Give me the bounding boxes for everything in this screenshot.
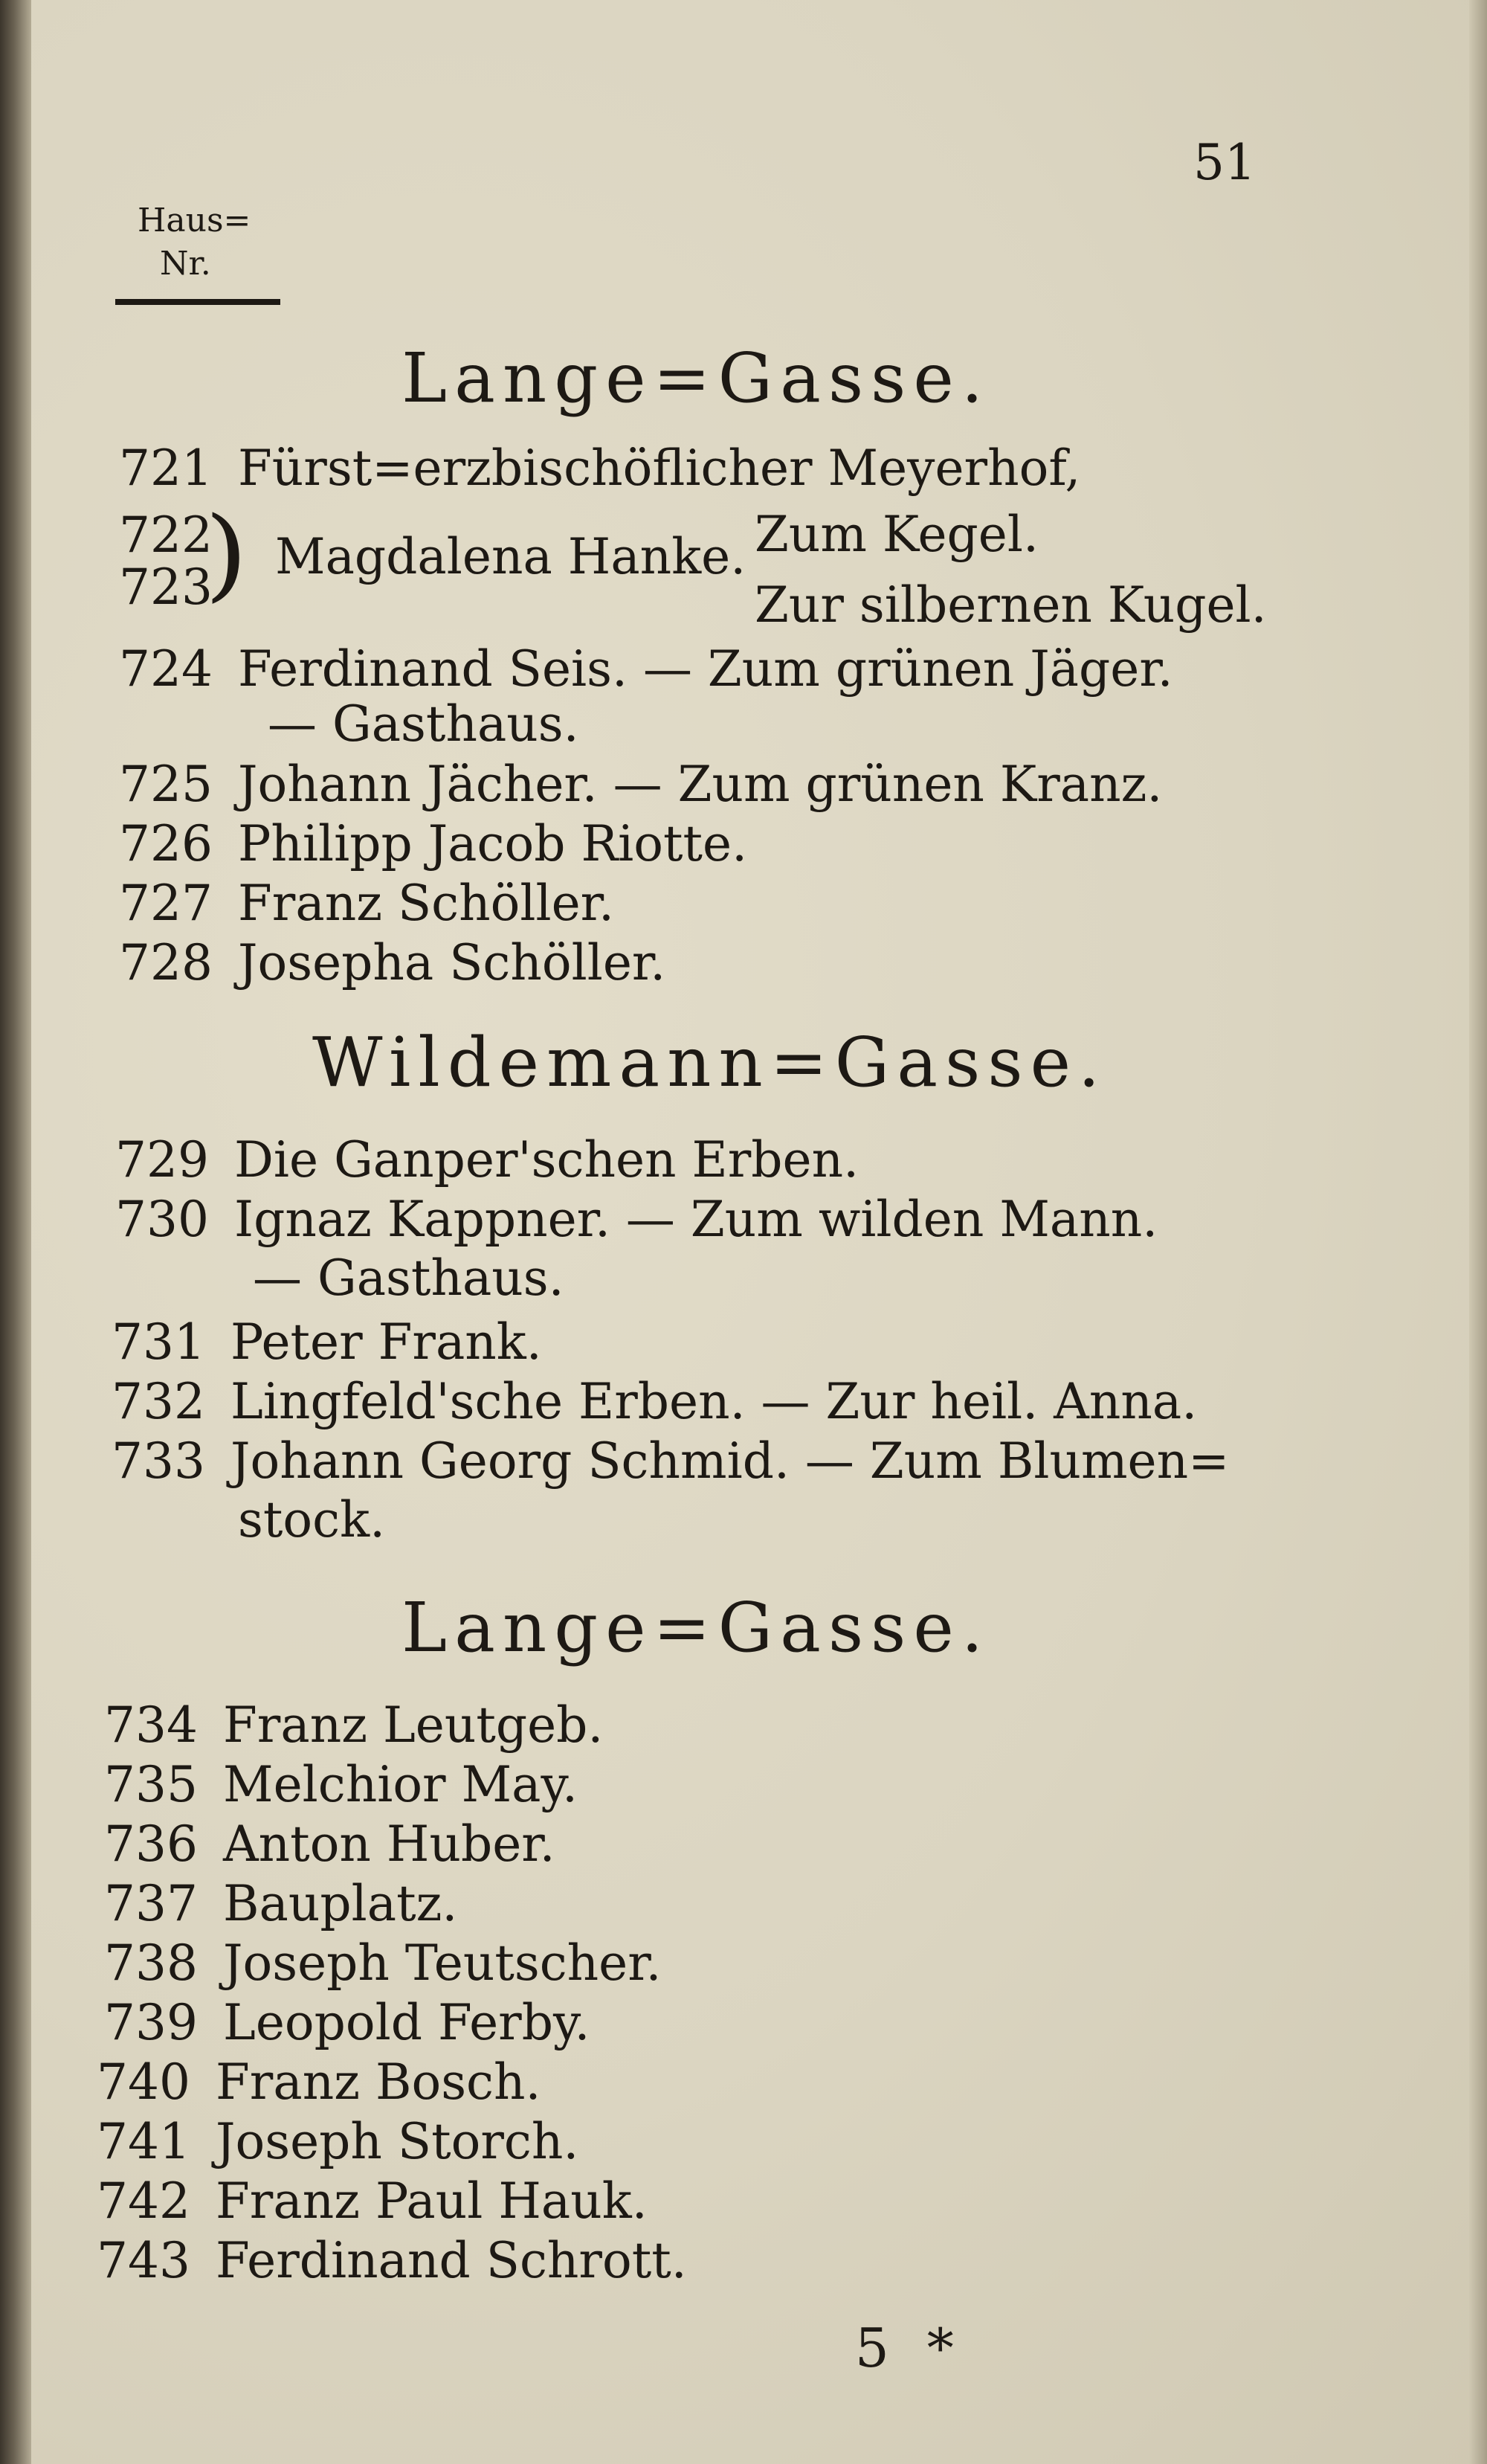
list-item bbox=[104, 1874, 457, 1934]
list-item bbox=[104, 1696, 603, 1755]
entry-text: Fürst=erzbischöflicher Meyerhof, bbox=[238, 440, 1081, 497]
house-number: 724 bbox=[119, 640, 213, 698]
entry-text: Joseph Teutscher. bbox=[223, 1934, 662, 1992]
house-number: 730 bbox=[115, 1191, 209, 1248]
list-item bbox=[119, 933, 665, 993]
house-number: 734 bbox=[104, 1696, 198, 1754]
entry-text: Franz Leutgeb. bbox=[223, 1696, 604, 1754]
entry-text: Peter Frank. bbox=[230, 1313, 542, 1371]
list-item bbox=[104, 1993, 590, 2053]
entry-text: Franz Bosch. bbox=[216, 2053, 541, 2111]
house-number: 735 bbox=[104, 1756, 198, 1813]
column-header bbox=[138, 199, 251, 286]
column-header-line1: Haus= bbox=[138, 202, 251, 239]
entry-text: Lingfeld'sche Erben. — Zur heil. Anna. bbox=[230, 1373, 1198, 1430]
entry-text: Magdalena Hanke. bbox=[275, 528, 746, 585]
house-number: 726 bbox=[119, 815, 213, 872]
entry-continuation: — Gasthaus. bbox=[253, 1249, 564, 1307]
house-number: 733 bbox=[112, 1432, 205, 1490]
entry-continuation: stock. bbox=[238, 1491, 386, 1548]
house-number: 725 bbox=[119, 756, 213, 813]
entry-text: Anton Huber. bbox=[223, 1815, 555, 1873]
list-item bbox=[97, 2053, 541, 2112]
house-sign: Zum Kegel. bbox=[755, 506, 1039, 563]
list-item bbox=[115, 1130, 859, 1190]
house-number: 740 bbox=[97, 2053, 190, 2111]
list-item bbox=[97, 2112, 578, 2172]
entry-text: Johann Jächer. — Zum grünen Kranz. bbox=[238, 756, 1163, 813]
house-number: 728 bbox=[119, 934, 213, 991]
list-item bbox=[119, 874, 614, 933]
house-number: 731 bbox=[112, 1313, 205, 1371]
list-item bbox=[104, 1934, 662, 1993]
house-number: 739 bbox=[104, 1994, 198, 2051]
entry-text: Ignaz Kappner. — Zum wilden Mann. bbox=[234, 1191, 1158, 1248]
entry-text: Philipp Jacob Riotte. bbox=[238, 815, 748, 872]
entry-text: Melchior May. bbox=[223, 1756, 578, 1813]
list-item bbox=[112, 1372, 1197, 1432]
house-number: 743 bbox=[97, 2232, 190, 2289]
list-item bbox=[104, 1755, 578, 1815]
header-rule bbox=[115, 299, 280, 305]
entry-text: Ferdinand Seis. — Zum grünen Jäger. bbox=[238, 640, 1173, 698]
entry-text: Bauplatz. bbox=[223, 1875, 458, 1932]
book-binding bbox=[0, 0, 31, 2464]
column-header-line2: Nr. bbox=[160, 245, 211, 283]
entry-text: Johann Georg Schmid. — Zum Blumen= bbox=[230, 1432, 1230, 1490]
list-item bbox=[119, 640, 1173, 699]
entry-text: Leopold Ferby. bbox=[223, 1994, 590, 2051]
list-item bbox=[112, 1432, 1229, 1491]
entry-text: Ferdinand Schrott. bbox=[216, 2232, 687, 2289]
entry-text: Franz Paul Hauk. bbox=[216, 2172, 648, 2230]
entry-text: Franz Schöller. bbox=[238, 875, 614, 932]
house-number: 736 bbox=[104, 1815, 198, 1873]
list-item bbox=[119, 439, 1080, 498]
section-heading-lange-gasse-2: Lange=Gasse. bbox=[401, 1588, 991, 1667]
signature-mark: 5 * bbox=[855, 2317, 964, 2379]
section-heading-lange-gasse-1: Lange=Gasse. bbox=[401, 338, 991, 418]
list-item bbox=[97, 2172, 648, 2231]
list-item bbox=[104, 1815, 555, 1874]
house-number: 742 bbox=[97, 2172, 190, 2230]
list-item bbox=[97, 2231, 687, 2291]
page-edge bbox=[1469, 0, 1487, 2464]
list-item bbox=[119, 755, 1162, 814]
list-item bbox=[115, 1190, 1158, 1249]
entry-text: Joseph Storch. bbox=[216, 2113, 579, 2170]
house-number: 741 bbox=[97, 2113, 190, 2170]
house-number: 723 bbox=[119, 559, 213, 616]
entry-text: Josepha Schöller. bbox=[238, 934, 666, 991]
list-item bbox=[112, 1313, 542, 1372]
page-number: 51 bbox=[1193, 134, 1256, 191]
entry-continuation: — Gasthaus. bbox=[268, 695, 579, 753]
house-number: 737 bbox=[104, 1875, 198, 1932]
house-number: 727 bbox=[119, 875, 213, 932]
brace-bracket: ) bbox=[204, 495, 248, 613]
house-number: 732 bbox=[112, 1373, 205, 1430]
house-number: 729 bbox=[115, 1131, 209, 1188]
house-number: 738 bbox=[104, 1934, 198, 1992]
list-item bbox=[119, 814, 747, 874]
house-number: 721 bbox=[119, 440, 213, 497]
entry-text: Die Ganper'schen Erben. bbox=[234, 1131, 859, 1188]
house-number: 722 bbox=[119, 506, 213, 564]
house-sign: Zur silbernen Kugel. bbox=[755, 576, 1267, 634]
section-heading-wildemann-gasse: Wildemann=Gasse. bbox=[312, 1023, 1108, 1102]
